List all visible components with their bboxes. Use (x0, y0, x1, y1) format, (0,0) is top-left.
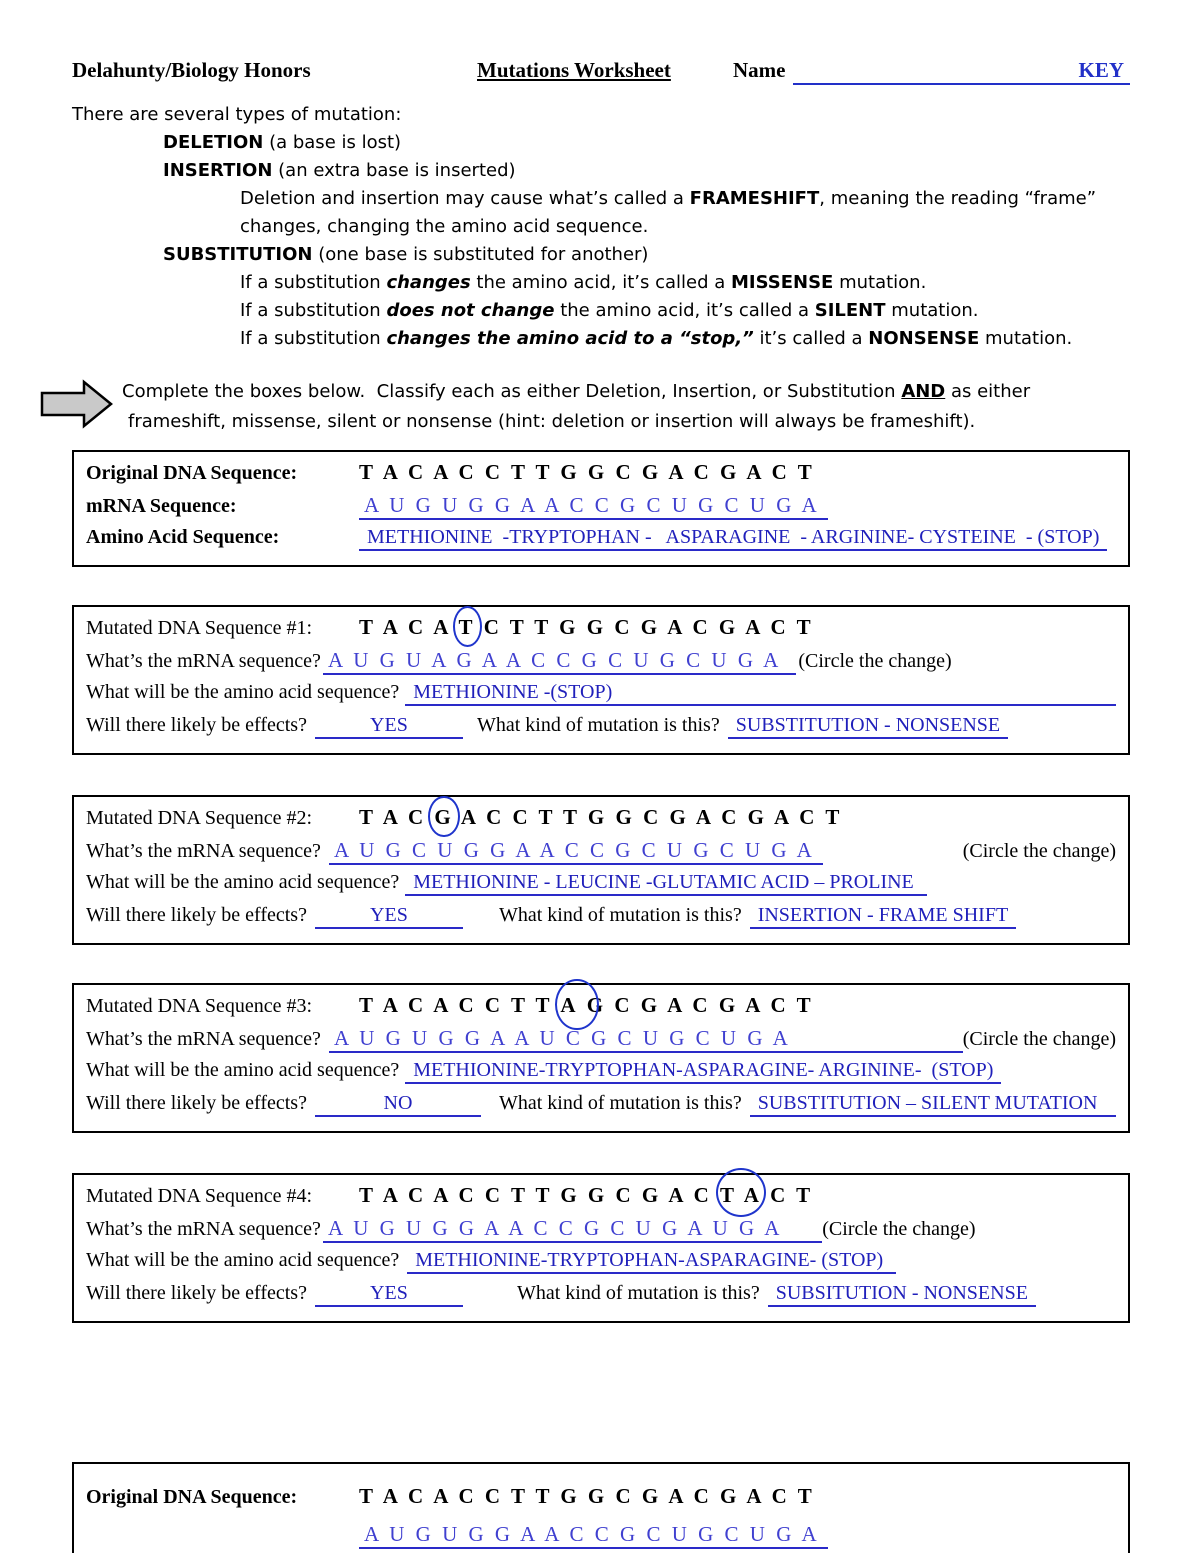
effects-answer: YES (315, 714, 463, 739)
insertion-term: INSERTION (163, 160, 273, 181)
directive-text (122, 377, 1030, 437)
frameshift-line-1 (240, 185, 1130, 213)
frameshift-pre: Deletion and insertion may cause what’s called a (240, 188, 690, 209)
deletion-line (163, 129, 1130, 157)
circled-base-letter: T (458, 615, 476, 639)
bottom-dna-label: Original DNA Sequence: (86, 1486, 298, 1508)
nonsense-em: changes the amino acid to a “stop,” (386, 328, 754, 349)
mutated-box-4 (72, 1173, 1130, 1323)
missense-em: changes (386, 272, 471, 293)
nonsense-mid: it’s called a (753, 328, 869, 349)
circle-change-note: (Circle the change) (962, 1028, 1116, 1050)
intro-title-text: There are several types of mutation: (72, 104, 402, 125)
mutated-2-amino-row (86, 871, 1116, 904)
original-dna-sequence: T A C A C C T T G G C G A C G A C T (359, 460, 815, 484)
substitution-line (163, 241, 1130, 269)
bottom-mrna-sequence: A U G U G G A A C C G C U G C U G A (359, 1522, 828, 1549)
mrna-answer: A U G U G G A A C C G C U G A U G A (323, 1216, 822, 1243)
amino-answer: METHIONINE -(STOP) (405, 681, 1116, 706)
effects-question: Will there likely be effects? (86, 1282, 307, 1304)
dna-post: C T T G G C G A C G A C T (475, 615, 814, 639)
mutated-box-1 (72, 605, 1130, 755)
name-label: Name (733, 58, 786, 82)
mutated-2-effects-row (86, 904, 1116, 937)
circled-base-letter: A (560, 993, 579, 1017)
mutated-box-3 (72, 983, 1130, 1133)
kind-answer: SUBSTITUTION – SILENT MUTATION (750, 1092, 1116, 1117)
mrna-answer: A U G C U G G A A C C G C U G C U G A (329, 838, 823, 865)
original-amino-label: Amino Acid Sequence: (86, 526, 280, 548)
circle-change-note: (Circle the change) (822, 1218, 976, 1240)
silent-em: does not change (386, 300, 555, 321)
name-field (733, 58, 1130, 85)
dna-post: C T (761, 1183, 814, 1207)
original-mrna-sequence: A U G U G G A A C C G C U G C U G A (359, 493, 828, 520)
mutated-3-title: Mutated DNA Sequence #3: (86, 995, 313, 1017)
original-amino-row (86, 526, 1116, 559)
mrna-question: What’s the mRNA sequence? (86, 840, 321, 862)
substitution-term: SUBSTITUTION (163, 244, 313, 265)
block-arrow-right-icon (40, 379, 114, 429)
mutated-1-dna-row (86, 615, 1116, 648)
insertion-rest: (an extra base is inserted) (272, 160, 516, 181)
mutated-box-2 (72, 795, 1130, 945)
dna-pre: T A C A C C T T G G C G A C (359, 1183, 720, 1207)
name-answer: KEY (1078, 58, 1124, 82)
worksheet-title: Mutations Worksheet (477, 58, 671, 82)
intro-title (72, 101, 1130, 129)
amino-answer: METHIONINE-TRYPTOPHAN-ASPARAGINE- ARGININE- (STOP) (405, 1059, 1001, 1084)
dna-pre: T A C A (359, 615, 459, 639)
mutated-3-effects-row (86, 1092, 1116, 1125)
mutated-1-title: Mutated DNA Sequence #1: (86, 617, 313, 639)
nonsense-line (240, 325, 1130, 353)
kind-question: What kind of mutation is this? (516, 1282, 760, 1304)
frameshift-post: , meaning the reading “frame” (819, 188, 1097, 209)
nonsense-pre: If a substitution (240, 328, 387, 349)
mutated-2-dna-row (86, 805, 1116, 838)
circled-base (720, 1183, 762, 1208)
kind-answer: SUBSTITUTION - NONSENSE (728, 714, 1008, 739)
amino-answer: METHIONINE - LEUCINE -GLUTAMIC ACID – PROLINE (405, 871, 927, 896)
frameshift-term: FRAMESHIFT (689, 188, 820, 209)
intro-section (72, 101, 1130, 353)
effects-question: Will there likely be effects? (86, 904, 307, 926)
silent-line (240, 297, 1130, 325)
original-mrna-row (86, 493, 1116, 526)
dna-post: A C C T T G G C G A C G A C T (453, 805, 843, 829)
circled-base (459, 615, 476, 640)
nonsense-term: NONSENSE (868, 328, 980, 349)
amino-question: What will be the amino acid sequence? (86, 1059, 400, 1081)
mutated-4-dna-sequence (359, 1183, 813, 1208)
kind-answer: INSERTION - FRAME SHIFT (750, 904, 1016, 929)
bottom-mrna-row (86, 1522, 1116, 1553)
mutated-4-mrna-row (86, 1216, 1116, 1249)
circled-base-letter: T A (720, 1183, 762, 1207)
substitution-rest: (one base is substituted for another) (312, 244, 649, 265)
silent-term: SILENT (814, 300, 886, 321)
amino-answer: METHIONINE-TRYPTOPHAN-ASPARAGINE- (STOP) (407, 1249, 896, 1274)
original-mrna-label: mRNA Sequence: (86, 495, 237, 517)
mutated-4-title: Mutated DNA Sequence #4: (86, 1185, 313, 1207)
missense-pre: If a substitution (240, 272, 387, 293)
mutated-2-mrna-row (86, 838, 1116, 871)
circle-change-note: (Circle the change) (798, 650, 952, 672)
circled-base-letter: G (434, 805, 454, 829)
directive-post: as either (945, 381, 1031, 402)
kind-question: What kind of mutation is this? (476, 714, 720, 736)
bottom-dna-row (86, 1484, 1116, 1522)
missense-line (240, 269, 1130, 297)
deletion-term: DELETION (163, 132, 264, 153)
directive-line2-text: frameshift, missense, silent or nonsense (hint: deletion or insertion will always be frameshift). (128, 411, 976, 432)
mutated-4-amino-row (86, 1249, 1116, 1282)
effects-answer: YES (315, 1282, 463, 1307)
dna-pre: T A C (359, 805, 435, 829)
kind-answer: SUBSITUTION - NONSENSE (768, 1282, 1036, 1307)
nonsense-post: mutation. (979, 328, 1073, 349)
amino-question: What will be the amino acid sequence? (86, 871, 400, 893)
amino-question: What will be the amino acid sequence? (86, 1249, 400, 1271)
dna-post: G C G A C G A C T (578, 993, 814, 1017)
dna-pre: T A C A C C T T (359, 993, 561, 1017)
frameshift-line2-text: changes, changing the amino acid sequence. (240, 216, 649, 237)
mutated-1-amino-row (86, 681, 1116, 714)
mutated-1-mrna-row (86, 648, 1116, 681)
mutated-2-title: Mutated DNA Sequence #2: (86, 807, 313, 829)
mutated-1-dna-sequence (359, 615, 814, 640)
circled-base (560, 993, 578, 1018)
directive-line-2 (128, 407, 1030, 437)
kind-question: What kind of mutation is this? (498, 904, 742, 926)
effects-question: Will there likely be effects? (86, 714, 307, 736)
silent-pre: If a substitution (240, 300, 387, 321)
insertion-line (163, 157, 1130, 185)
mrna-question: What’s the mRNA sequence? (86, 650, 321, 672)
mutated-3-dna-sequence (359, 993, 814, 1018)
mutated-3-amino-row (86, 1059, 1116, 1092)
original-sequence-box (72, 450, 1130, 567)
mrna-question: What’s the mRNA sequence? (86, 1028, 321, 1050)
mrna-answer: A U G U A G A A C C G C U G C U G A (323, 648, 796, 675)
effects-answer: YES (315, 904, 463, 929)
original-dna-label: Original DNA Sequence: (86, 462, 298, 484)
directive-and: AND (901, 381, 946, 402)
bottom-original-box (72, 1462, 1130, 1553)
effects-answer: NO (315, 1092, 481, 1117)
mutated-3-dna-row (86, 993, 1116, 1026)
mutated-1-effects-row (86, 714, 1116, 747)
silent-post: mutation. (885, 300, 979, 321)
mrna-answer: A U G U G G A A U C G C U G C U G A (329, 1026, 963, 1053)
directive (40, 377, 1130, 437)
mutated-4-effects-row (86, 1282, 1116, 1315)
kind-question: What kind of mutation is this? (498, 1092, 742, 1114)
bottom-dna-sequence: T A C A C C T T G G C G A C G A C T (359, 1484, 815, 1508)
circled-base (434, 805, 453, 830)
missense-post: mutation. (833, 272, 927, 293)
missense-term: MISSENSE (730, 272, 834, 293)
mutated-2-dna-sequence (359, 805, 842, 830)
mutated-4-dna-row (86, 1183, 1116, 1216)
original-amino-sequence: METHIONINE -TRYPTOPHAN - ASPARAGINE - ARGININE- CYSTEINE - (STOP) (359, 526, 1107, 551)
original-dna-row (86, 460, 1116, 493)
directive-pre: Complete the boxes below. Classify each as either Deletion, Insertion, or Substitution (122, 381, 902, 402)
mrna-question: What’s the mRNA sequence? (86, 1218, 321, 1240)
directive-line-1 (122, 377, 1030, 407)
effects-question: Will there likely be effects? (86, 1092, 307, 1114)
header (72, 58, 1130, 85)
course-title: Delahunty/Biology Honors (72, 58, 311, 82)
mutated-3-mrna-row (86, 1026, 1116, 1059)
frameshift-line-2 (240, 213, 1130, 241)
name-blank-line (793, 58, 1130, 85)
deletion-rest: (a base is lost) (263, 132, 402, 153)
amino-question: What will be the amino acid sequence? (86, 681, 400, 703)
silent-mid: the amino acid, it’s called a (554, 300, 815, 321)
circle-change-note: (Circle the change) (962, 840, 1116, 862)
missense-mid: the amino acid, it’s called a (470, 272, 731, 293)
